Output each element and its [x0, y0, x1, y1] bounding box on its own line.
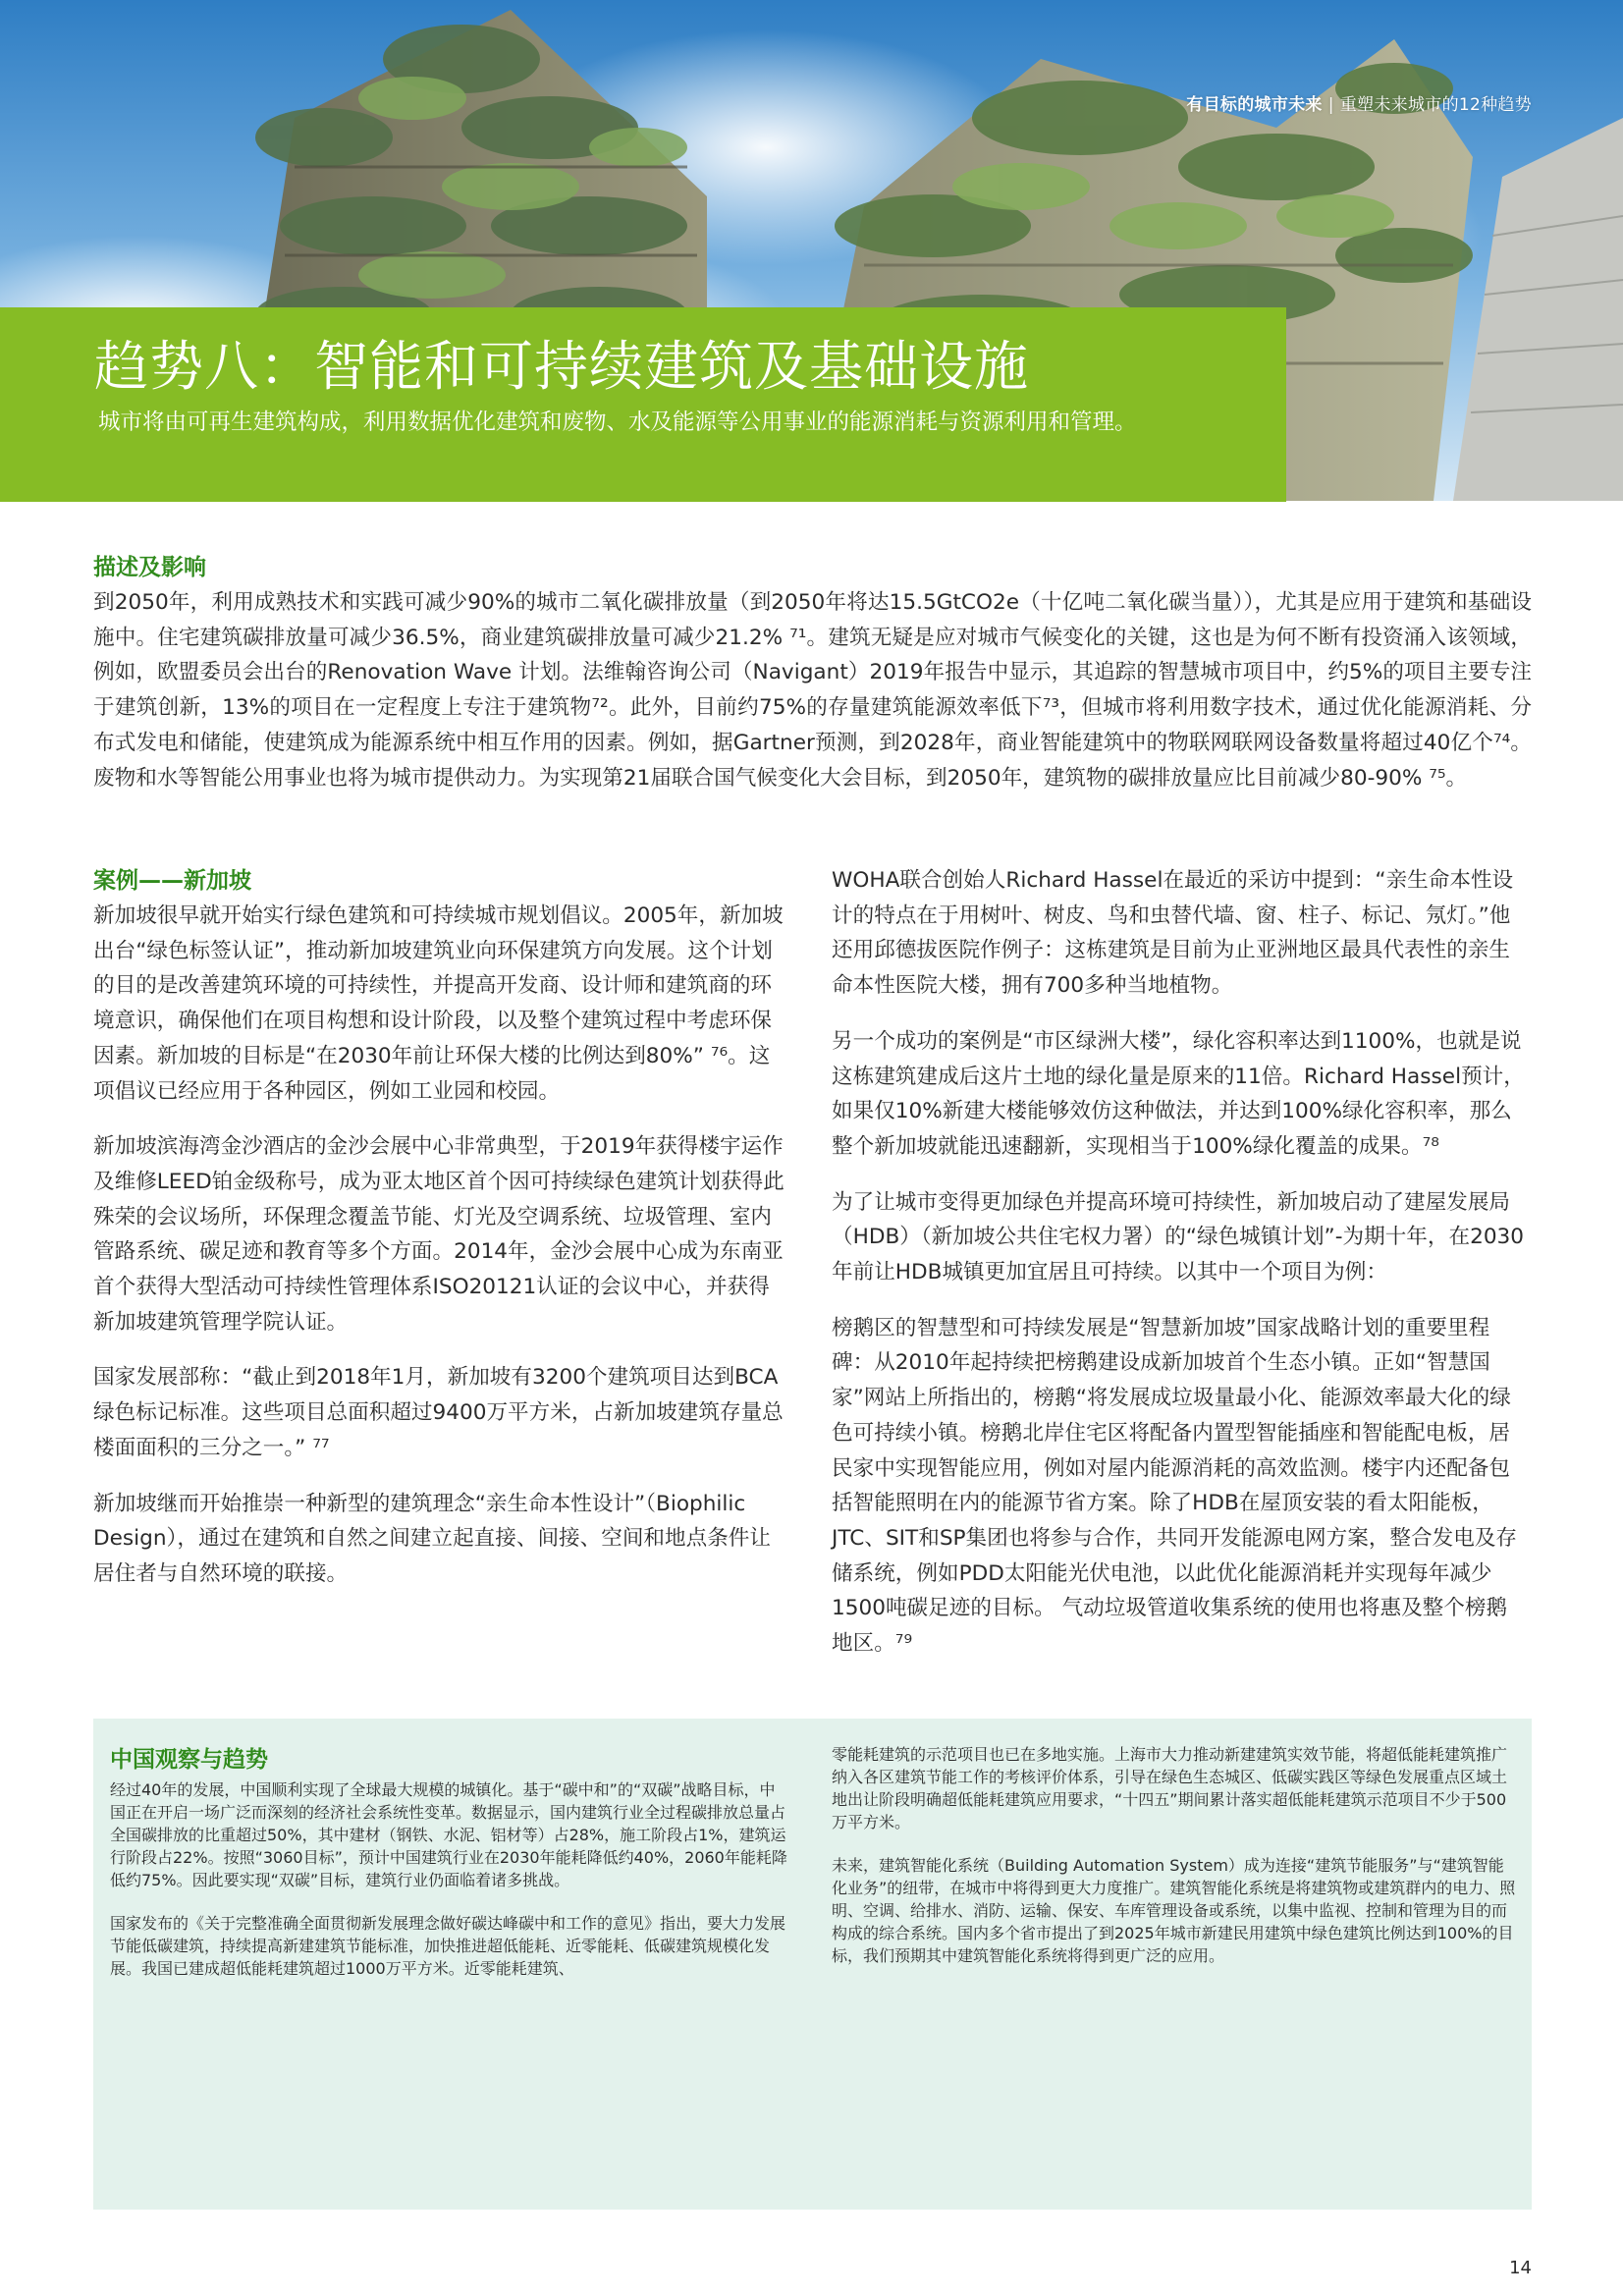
case-heading: 案例——新加坡	[93, 868, 251, 894]
china-insight-box	[93, 1719, 1532, 2210]
china-heading: 中国观察与趋势	[110, 1747, 268, 1773]
case-paragraph: 新加坡滨海湾金沙酒店的金沙会展中心非常典型，于2019年获得楼宇运作及维修LEED铂金级称号，成为亚太地区首个因可持续绿色建筑计划获得此殊荣的会议场所，环保理念覆盖节能、灯光及空调系统、垃圾管理、室内管路系统、碳足迹和教育等多个方面。2014年，金沙会展中心成为东南亚首个获得大型活动可持续性管理体系ISO20121认证的会议中心，并获得新加坡建筑管理学院认证。	[93, 1134, 784, 1335]
header-separator: |	[1327, 95, 1334, 115]
impact-section	[93, 550, 1532, 795]
case-paragraph: WOHA联合创始人Richard Hassel在最近的采访中提到：“亲生命本性设计的特点在于用树叶、树皮、鸟和虫替代墙、窗、柱子、标记、氖灯。”他还用邱德拔医院作例子：这栋建筑是目前为止亚洲地区最具代表性的亲生命本性医院大楼，拥有700多种当地植物。	[832, 868, 1514, 999]
china-paragraph: 零能耗建筑的示范项目也已在多地实施。上海市大力推动新建建筑实效节能，将超低能耗建筑推广纳入各区建筑节能工作的考核评价体系，引导在绿色生态城区、低碳实践区等绿色发展重点区域土地出让阶段明确超低能耗建筑应用要求，“十四五”期间累计落实超低能耗建筑示范项目不少于500万平方米。	[832, 1745, 1508, 1831]
china-paragraph: 未来，建筑智能化系统（Building Automation System）成为连接“建筑节能服务”与“建筑智能化业务”的纽带，在城市中将得到更大力度推广。建筑智能化系统是将建筑物或建筑群内的电力、照明、空调、给排水、消防、运输、保安、车库管理设备或系统，以集中监视、控制和管理为目的而构成的综合系统。国内多个省市提出了到2025年城市新建民用建筑中绿色建筑比例达到100%的目标，我们预期其中建筑智能化系统将得到更广泛的应用。	[832, 1856, 1516, 1965]
china-paragraph: 国家发布的《关于完整准确全面贯彻新发展理念做好碳达峰碳中和工作的意见》指出，要大力发展节能低碳建筑，持续提高新建建筑节能标准，加快推进超低能耗、近零能耗、低碳建筑规模化发展。我国已建成超低能耗建筑超过1000万平方米。近零能耗建筑、	[110, 1914, 786, 1978]
report-title: 有目标的城市未来	[1186, 95, 1323, 115]
china-left-column	[110, 1742, 787, 1999]
case-left-column	[93, 863, 790, 1613]
case-paragraph: 榜鹅区的智慧型和可持续发展是“智慧新加坡”国家战略计划的重要里程碑：从2010年起持续把榜鹅建设成新加坡首个生态小镇。正如“智慧国家”网站上所指出的，榜鹅“将发展成垃圾量最小化、能源效率最大化的绿色可持续小镇。榜鹅北岸住宅区将配备内置型智能插座和智能配电板，居民家中实现智能应用，例如对屋内能源消耗的高效监测。楼宇内还配备包括智能照明在内的能源节省方案。除了HDB在屋顶安装的看太阳能板，JTC、SIT和SP集团也将参与合作，共同开发能源电网方案，整合发电及存储系统，例如PDD太阳能光伏电池，以此优化能源消耗并实现每年减少1500吨碳足迹的目标。 气动垃圾管道收集系统的使用也将惠及整个榜鹅地区。⁷⁹	[832, 1315, 1517, 1657]
trend-title: 趋势八：智能和可持续建筑及基础设施	[94, 335, 1030, 398]
case-paragraph: 新加坡很早就开始实行绿色建筑和可持续城市规划倡议。2005年，新加坡出台“绿色标签认证”，推动新加坡建筑业向环保建筑方向发展。这个计划的目的是改善建筑环境的可持续性，并提高开发商、设计师和建筑商的环境意识，确保他们在项目构想和设计阶段，以及整个建筑过程中考虑环保因素。新加坡的目标是“在2030年前让环保大楼的比例达到80%” ⁷⁶。这项倡议已经应用于各种园区，例如工业园和校园。	[93, 903, 784, 1104]
case-right-column	[832, 863, 1527, 1682]
case-paragraph: 新加坡继而开始推崇一种新型的建筑理念“亲生命本性设计”（Biophilic Design），通过在建筑和自然之间建立起直接、间接、空间和地点条件让居住者与自然环境的联接。	[93, 1491, 771, 1586]
case-paragraph: 为了让城市变得更加绿色并提高环境可持续性，新加坡启动了建屋发展局（HDB）（新加坡公共住宅权力署）的“绿色城镇计划”-为期十年，在2030年前让HDB城镇更加宜居且可持续。以其中一个项目为例：	[832, 1189, 1525, 1285]
impact-body: 到2050年，利用成熟技术和实践可减少90%的城市二氧化碳排放量（到2050年将达15.5GtCO2e（十亿吨二氧化碳当量）），尤其是应用于建筑和基础设施中。住宅建筑碳排放量可减少36.5%，商业建筑碳排放量可减少21.2% ⁷¹。建筑无疑是应对城市气候变化的关键，这也是为何不断有投资涌入该领域，例如，欧盟委员会出台的Renovation Wave 计划。法维翰咨询公司（Navigant）2019年报告中显示，其追踪的智慧城市项目中，约5%的项目主要专注于建筑创新，13%的项目在一定程度上专注于建筑物⁷²。此外，目前约75%的存量建筑能源效率低下⁷³，但城市将利用数字技术，通过优化能源消耗、分布式发电和储能，使建筑成为能源系统中相互作用的因素。例如，据Gartner预测，到2028年，商业智能建筑中的物联网联网设备数量将超过40亿个⁷⁴。废物和水等智能公用事业也将为城市提供动力。为实现第21届联合国气候变化大会目标，到2050年，建筑物的碳排放量应比目前减少80-90% ⁷⁵。	[93, 590, 1532, 791]
impact-heading: 描述及影响	[93, 555, 206, 580]
running-header	[1186, 90, 1532, 115]
case-paragraph: 另一个成功的案例是“市区绿洲大楼”，绿化容积率达到1100%，也就是说这栋建筑建成后这片土地的绿化量是原来的11倍。Richard Hassel预计，如果仅10%新建大楼能够效仿这种做法，并达到100%绿化容积率，那么整个新加坡就能迅速翻新，实现相当于100%绿化覆盖的成果。⁷⁸	[832, 1028, 1525, 1159]
china-right-column	[832, 1742, 1519, 1987]
china-paragraph: 经过40年的发展，中国顺利实现了全球最大规模的城镇化。基于“碳中和”的“双碳”战略目标，中国正在开启一场广泛而深刻的经济社会系统性变革。数据显示，国内建筑行业全过程碳排放总量占全国碳排放的比重超过50%，其中建材（钢铁、水泥、铝材等）占28%，施工阶段占1%，建筑运行阶段占22%。按照“3060目标”，预计中国建筑行业在2030年能耗降低约40%，2060年能耗降低约75%。因此要实现“双碳”目标，建筑行业仍面临着诸多挑战。	[110, 1780, 787, 1889]
case-paragraph: 国家发展部称：“截止到2018年1月，新加坡有3200个建筑项目达到BCA绿色标记标准。这些项目总面积超过9400万平方米，占新加坡建筑存量总楼面面积的三分之一。” ⁷⁷	[93, 1365, 784, 1460]
trend-subtitle: 城市将由可再生建筑构成，利用数据优化建筑和废物、水及能源等公用事业的能源消耗与资源利用和管理。	[98, 410, 1137, 435]
trend-banner	[0, 307, 1286, 502]
page-number: 14	[1509, 2258, 1532, 2278]
report-subtitle: 重塑未来城市的12种趋势	[1339, 95, 1532, 115]
